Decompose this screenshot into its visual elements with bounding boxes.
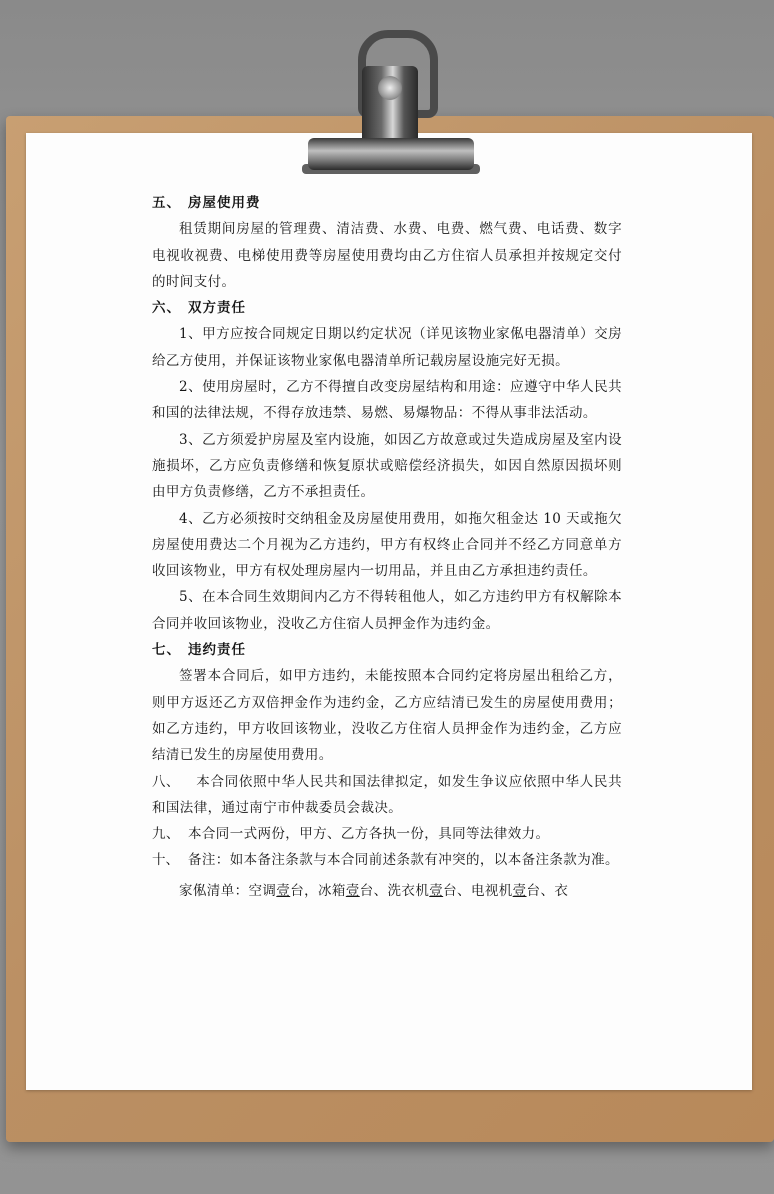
section-6-item-2: 2、使用房屋时，乙方不得擅自改变房屋结构和用途：应遵守中华人民共和国的法律法规，不得存放违禁、易燃、易爆物品：不得从事非法活动。: [152, 379, 622, 422]
furniture-text-3: 台、电视机: [443, 882, 513, 899]
section-6-item-4: 4、乙方必须按时交纳租金及房屋使用费用，如拖欠租金达 10 天或拖欠房屋使用费达二个月视为乙方违约，甲方有权终止合同并不经乙方同意单方收回该物业，甲方有权处理房屋内一切用品，并且由乙方承担违约责任。: [152, 510, 622, 580]
section-9-body: 本合同一式两份，甲方、乙方各执一份，具同等法律效力。: [188, 826, 550, 843]
section-5-number: 五、: [152, 195, 181, 211]
section-6-item-5: 5、在本合同生效期间内乙方不得转租他人，如乙方违约甲方有权解除本合同并收回该物业，没收乙方住宿人员押金作为违约金。: [152, 589, 622, 632]
section-6-number: 六、: [152, 300, 181, 317]
clip-base: [308, 138, 474, 170]
section-5-body: 租赁期间房屋的管理费、清洁费、水费、电费、燃气费、电话费、数字电视收视费、电梯使用费等房屋使用费均由乙方住宿人员承担并按规定交付的时间支付。: [152, 221, 622, 290]
section-7-heading: [152, 637, 622, 663]
section-7-body: 签署本合同后，如甲方违约，未能按照本合同约定将房屋出租给乙方，则甲方返还乙方双倍押金作为违约金，乙方应结清已发生的房屋使用费用；如乙方违约，甲方收回该物业，没收乙方住宿人员押金作为违约金，乙方应结清已发生的房屋使用费用。: [152, 668, 622, 764]
section-6-item-1: 1、甲方应按合同规定日期以约定状况（详见该物业家俬电器清单）交房给乙方使用，并保证该物业家俬电器清单所记载房屋设施完好无损。: [152, 326, 622, 369]
furniture-qty-4: 壹: [512, 882, 527, 899]
section-10-body: 备注：如本备注条款与本合同前述条款有冲突的，以本备注条款为准。: [188, 852, 619, 869]
section-7-number: 七、: [152, 642, 181, 659]
section-9: [152, 821, 622, 847]
furniture-qty-3: 壹: [429, 882, 444, 899]
furniture-text-1: 台，冰箱: [290, 882, 346, 899]
section-6-item-3: 3、乙方须爱护房屋及室内设施，如因乙方故意或过失造成房屋及室内设施损坏，乙方应负责修缮和恢复原状或赔偿经济损失，如因自然原因损坏则由甲方负责修缮，乙方不承担责任。: [152, 431, 622, 501]
section-8-number: 八、: [152, 773, 180, 790]
section-7-title: 违约责任: [188, 642, 246, 659]
furniture-list: [152, 878, 622, 904]
furniture-text-2: 台、洗衣机: [359, 882, 430, 899]
section-10: [152, 847, 622, 873]
section-5-heading: [152, 190, 622, 216]
contract-text: [152, 190, 622, 904]
section-9-number: 九、: [152, 826, 180, 843]
section-5-title: 房屋使用费: [188, 195, 261, 211]
furniture-text-4: 台、衣: [526, 882, 569, 899]
furniture-prefix: 家俬清单：空调: [179, 882, 277, 899]
furniture-qty-1: 壹: [276, 882, 291, 899]
furniture-qty-2: 壹: [345, 882, 360, 899]
section-10-number: 十、: [152, 852, 179, 869]
section-8: [152, 769, 622, 822]
clip-hole: [378, 76, 402, 100]
section-6-title: 双方责任: [188, 300, 246, 317]
section-6-heading: [152, 295, 622, 321]
clip-icon: [300, 26, 480, 176]
section-8-body: 本合同依照中华人民共和国法律拟定，如发生争议应依照中华人民共和国法律，通过南宁市仲裁委员会裁决。: [152, 773, 622, 816]
